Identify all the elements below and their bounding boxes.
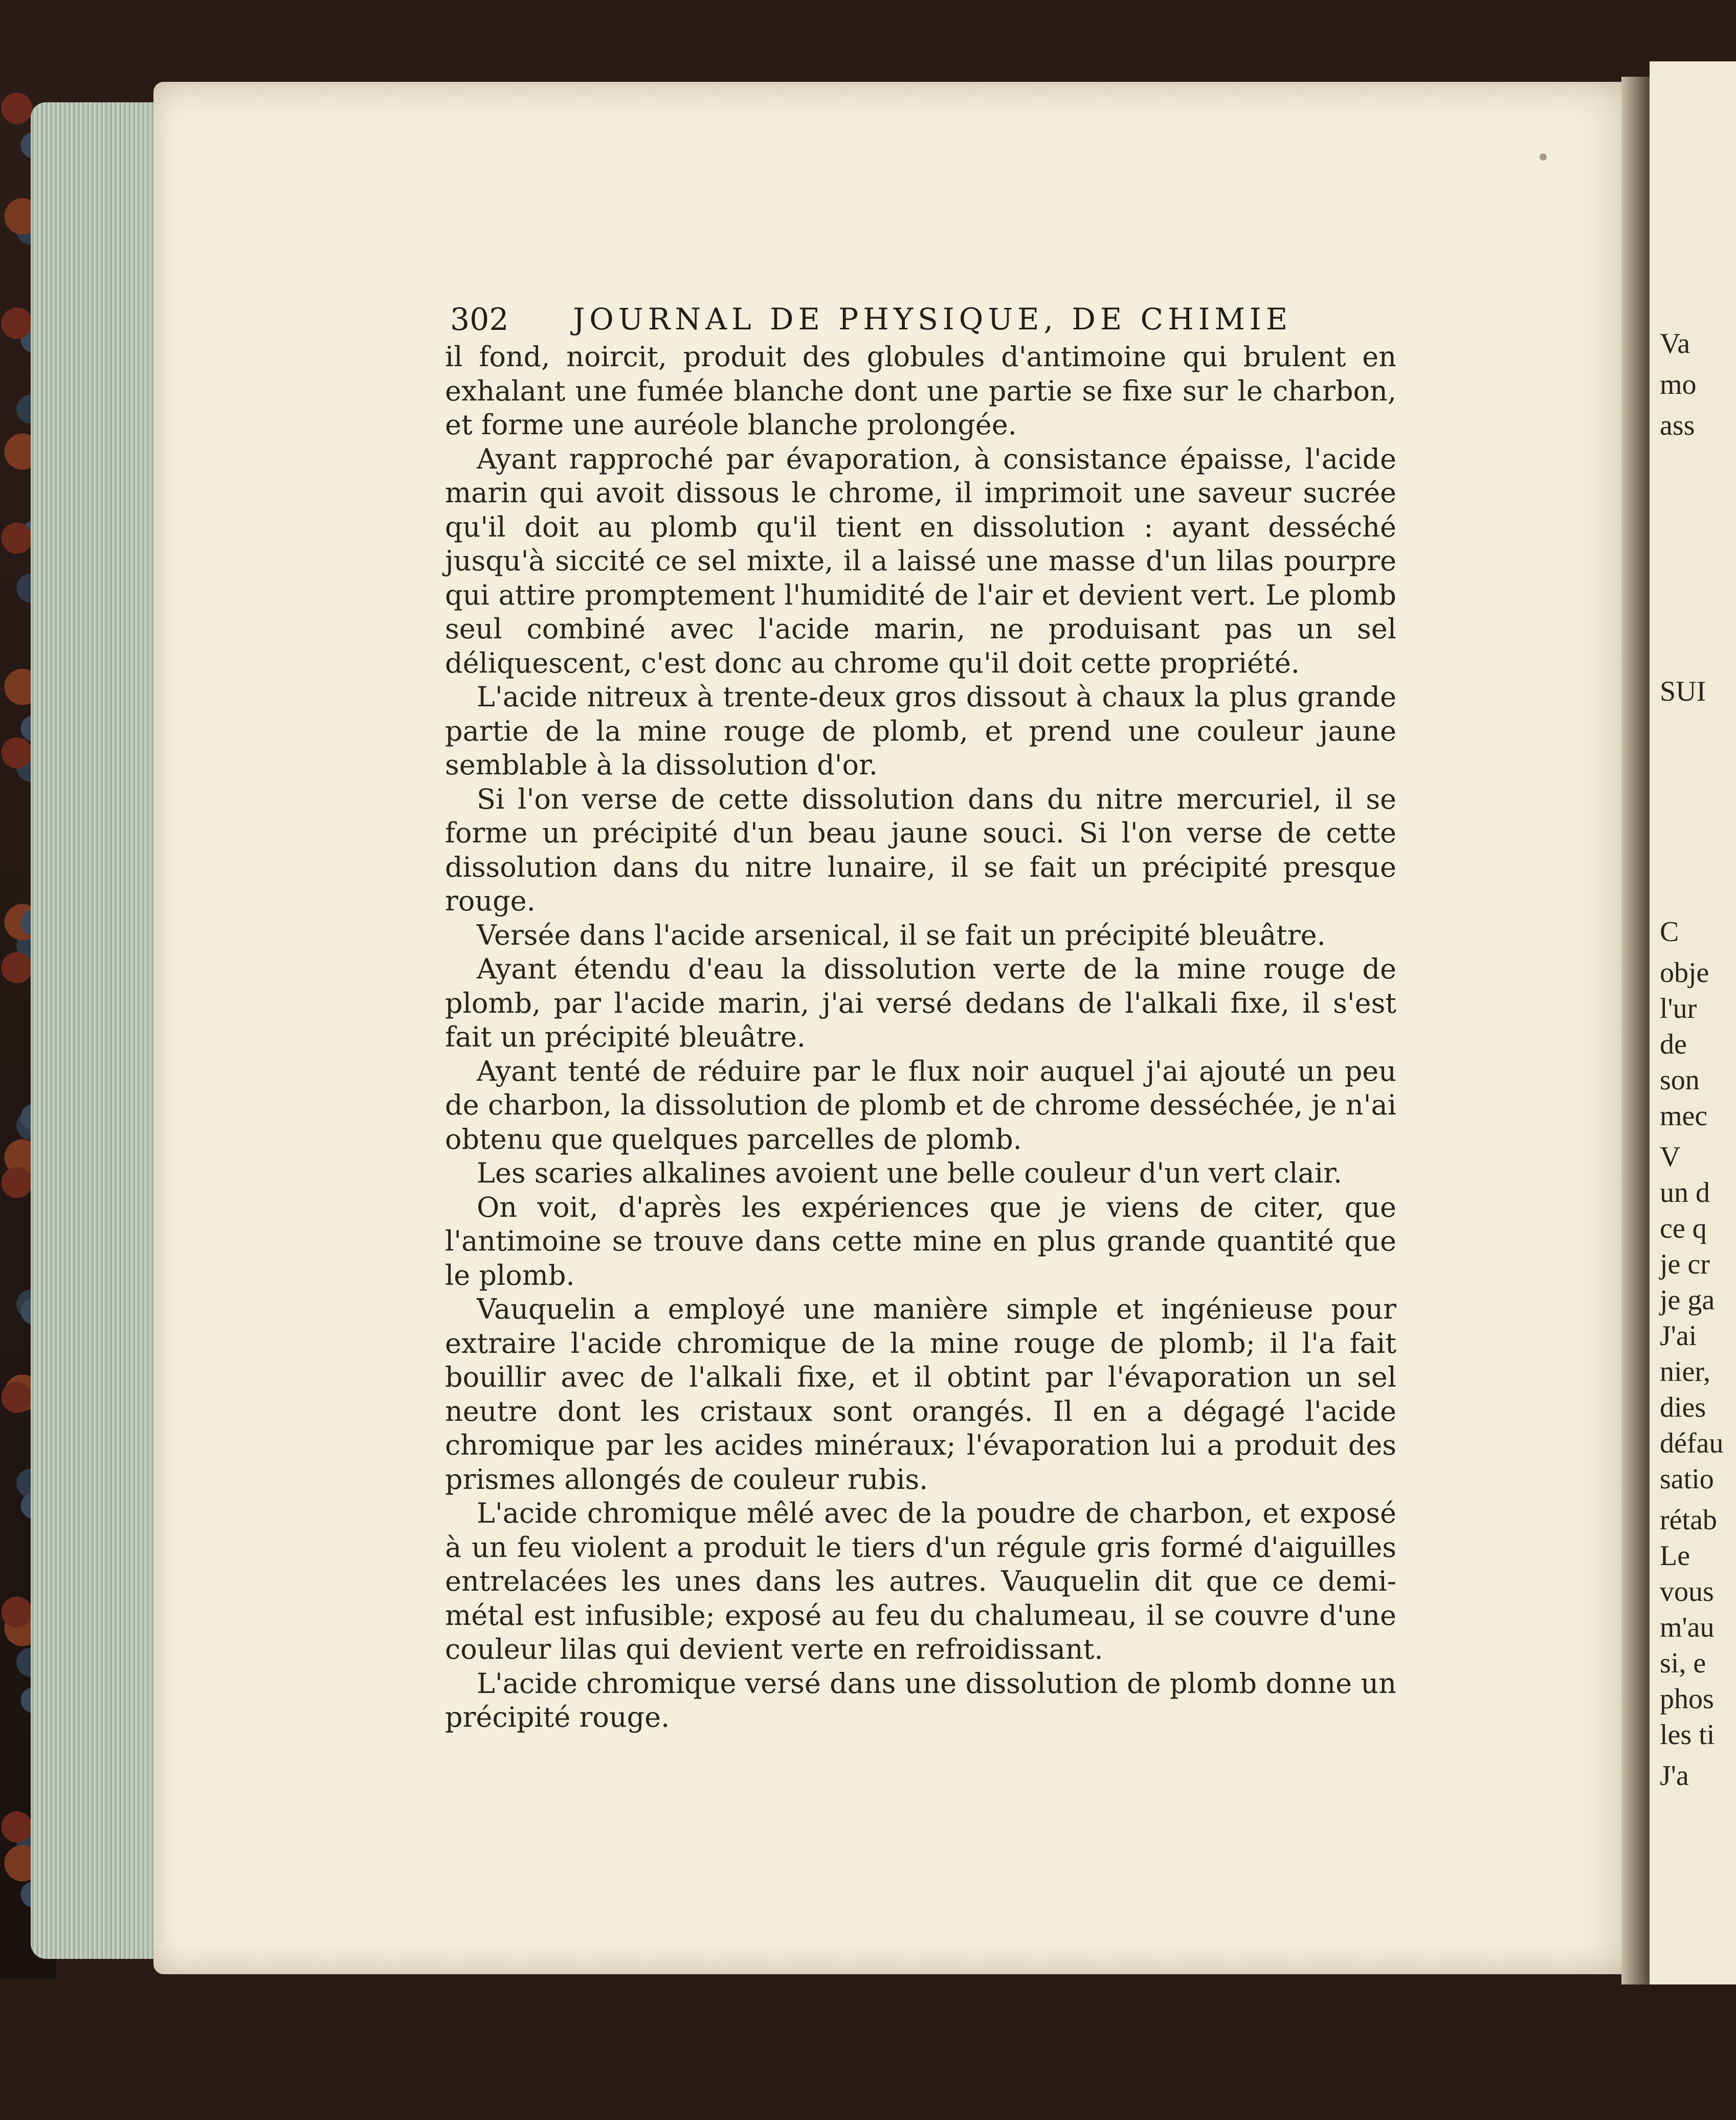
facing-page-text-fragment: phos (1660, 1683, 1714, 1715)
facing-page-text-fragment: de (1660, 1029, 1687, 1060)
facing-page-text-fragment: si, e (1660, 1647, 1706, 1679)
facing-page-text-fragment: ce q (1660, 1213, 1707, 1244)
facing-page-text-fragment: SUI (1660, 676, 1706, 707)
paragraph: L'acide nitreux à trente-deux gros dissout à chaux la plus grande partie de la mine rouge de plomb, et prend une couleur jaune semblable à la dissolution d'or. (445, 681, 1396, 781)
page-body (445, 340, 1396, 1735)
paragraph: il fond, noircit, produit des globules d'antimoine qui brulent en exhalant une fumée blanche dont une partie se fixe sur le charbon, et forme une auréole blanche prolongée. (445, 341, 1396, 441)
facing-page-text-fragment: un d (1660, 1177, 1710, 1209)
facing-page-text-fragment: Le (1660, 1540, 1690, 1572)
facing-page-text-fragment: je cr (1660, 1248, 1710, 1280)
page-stack-edge (31, 102, 164, 1959)
page-number: 302 (450, 302, 509, 338)
facing-page-fragment (1650, 61, 1736, 1984)
facing-page-text-fragment: vous (1660, 1576, 1714, 1608)
facing-page-text-fragment: je ga (1660, 1284, 1715, 1316)
paragraph: On voit, d'après les expériences que je viens de citer, que l'antimoine se trouve dans cette mine en plus grande quantité que le plomb. (445, 1191, 1396, 1291)
facing-page-text-fragment: obje (1660, 957, 1709, 989)
facing-page-text-fragment: J'a (1660, 1760, 1689, 1792)
book-gutter (1621, 77, 1652, 1984)
paragraph: Versée dans l'acide arsenical, il se fait un précipité bleuâtre. (477, 919, 1326, 951)
facing-page-text-fragment: les ti (1660, 1719, 1715, 1751)
facing-page-text-fragment: dies (1660, 1392, 1706, 1423)
paragraph: L'acide chromique versé dans une dissolution de plomb donne un précipité rouge. (445, 1667, 1396, 1733)
foxing-spot (1540, 153, 1547, 161)
paragraph: Ayant rapproché par évaporation, à consistance épaisse, l'acide marin qui avoit dissous le chrome, il imprimoit une saveur sucrée qu'il doit au plomb qu'il tient en dissolution : ayant desséché jusqu'à siccité ce sel mixte, il a laissé une masse d'un lilas pourpre qui attire promptement l'humidité de l'air et devient vert. Le plomb seul combiné avec l'acide marin, ne produisant pas un sel déliquescent, c'est donc au chrome qu'il doit cette propriété. (445, 442, 1396, 679)
facing-page-text-fragment: C (1660, 916, 1679, 948)
facing-page-text-fragment: J'ai (1660, 1320, 1697, 1352)
paragraph: Vauquelin a employé une manière simple et ingénieuse pour extraire l'acide chromique de la mine rouge de plomb; il l'a fait bouillir avec de l'alkali fixe, et il obtint par l'évaporation un sel neutre dont les cristaux sont orangés. Il en a dégagé l'acide chromique par les acides minéraux; l'évaporation lui a produit des prismes allongés de couleur rubis. (445, 1293, 1396, 1496)
facing-page-text-fragment: m'au (1660, 1612, 1715, 1643)
paragraph: Les scaries alkalines avoient une belle couleur d'un vert clair. (477, 1157, 1343, 1189)
paragraph: Ayant tenté de réduire par le flux noir auquel j'ai ajouté un peu de charbon, la dissolution de plomb et de chrome desséchée, je n'ai obtenu que quelques parcelles de plomb. (445, 1055, 1396, 1155)
paragraph: Ayant étendu d'eau la dissolution verte de la mine rouge de plomb, par l'acide marin, j'ai versé dedans de l'alkali fixe, il s'est fait un précipité bleuâtre. (445, 953, 1396, 1053)
facing-page-text-fragment: V (1660, 1141, 1681, 1173)
facing-page-text-fragment: ass (1660, 410, 1695, 441)
facing-page-text-fragment: son (1660, 1064, 1700, 1096)
facing-page-text-fragment: rétab (1660, 1504, 1717, 1536)
running-title: JOURNAL DE PHYSIQUE, DE CHIMIE (573, 302, 1293, 337)
facing-page-text-fragment: défau (1660, 1427, 1724, 1459)
facing-page-text-fragment: nier, (1660, 1356, 1710, 1388)
paragraph: L'acide chromique mêlé avec de la poudre de charbon, et exposé à un feu violent a produit le tiers d'un régule gris formé d'aiguilles entrelacées les unes dans les autres. Vauquelin dit que ce demi-métal est infusible; exposé au feu du chalumeau, il se couvre d'une couleur lilas qui devient verte en refroidissant. (445, 1497, 1396, 1665)
facing-page-text-fragment: mec (1660, 1100, 1708, 1132)
facing-page-text-fragment: l'ur (1660, 993, 1697, 1024)
facing-page-text-fragment: satio (1660, 1463, 1714, 1495)
facing-page-text-fragment: mo (1660, 369, 1697, 400)
facing-page-text-fragment: Va (1660, 328, 1690, 360)
paragraph: Si l'on verse de cette dissolution dans du nitre mercuriel, il se forme un précipité d'un beau jaune souci. Si l'on verse de cette dissolution dans du nitre lunaire, il se fait un précipité presque rouge. (445, 783, 1396, 917)
